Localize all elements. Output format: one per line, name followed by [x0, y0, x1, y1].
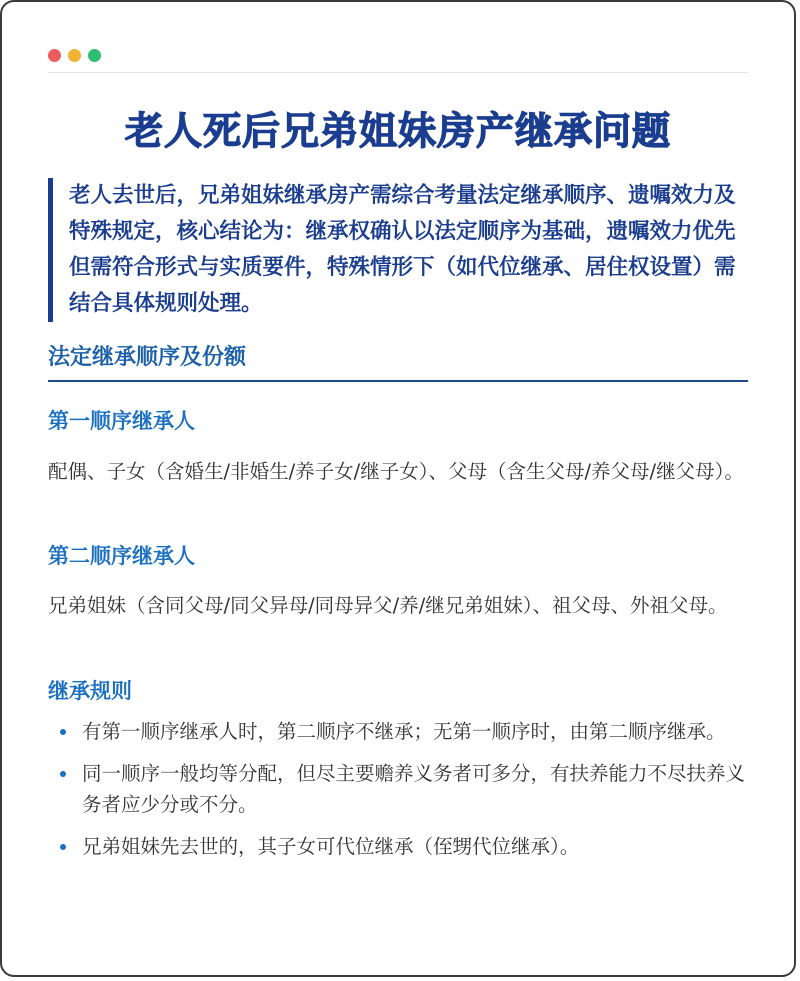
list-item-text: 有第一顺序继承人时，第二顺序不继承；无第一顺序时，由第二顺序继承。	[82, 720, 726, 743]
second-order-text: 兄弟姐妹（含同父母/同父异母/同母异父/养/继兄弟姐妹）、祖父母、外祖父母。	[48, 594, 728, 617]
summary-quote: 老人去世后，兄弟姐妹继承房产需综合考量法定继承顺序、遗嘱效力及特殊规定，核心结论为：继承权确认以法定顺序为基础，遗嘱效力优先但需符合形式与实质要件，特殊情形下（如代位继承、居住权设置）需结合具体规则处理。	[48, 178, 756, 322]
second-order-heading: 第二顺序继承人	[48, 544, 195, 568]
first-order-text: 配偶、子女（含婚生/非婚生/养子女/继子女）、父母（含生父母/养父母/继父母）。	[48, 460, 744, 483]
maximize-dot-icon	[88, 49, 101, 62]
list-item-text: 同一顺序一般均等分配，但尽主要赡养义务者可多分，有扶养能力不尽扶养义务者应少分或不分。	[82, 762, 746, 816]
header-divider	[48, 72, 748, 73]
bullet-icon	[60, 844, 66, 850]
window-controls	[48, 49, 101, 62]
first-order-heading: 第一顺序继承人	[48, 409, 195, 433]
minimize-dot-icon	[68, 49, 81, 62]
list-item	[48, 831, 758, 862]
rules-heading: 继承规则	[48, 679, 132, 703]
list-item	[48, 716, 758, 747]
bullet-icon	[60, 771, 66, 777]
section-divider	[48, 380, 748, 382]
close-dot-icon	[48, 49, 61, 62]
bullet-icon	[60, 729, 66, 735]
section-title: 法定继承顺序及份额	[48, 345, 247, 370]
list-item-text: 兄弟姐妹先去世的，其子女可代位继承（侄甥代位继承）。	[82, 835, 580, 858]
page-title: 老人死后兄弟姐妹房产继承问题	[124, 109, 671, 153]
rules-list	[48, 716, 758, 873]
list-item	[48, 758, 758, 820]
